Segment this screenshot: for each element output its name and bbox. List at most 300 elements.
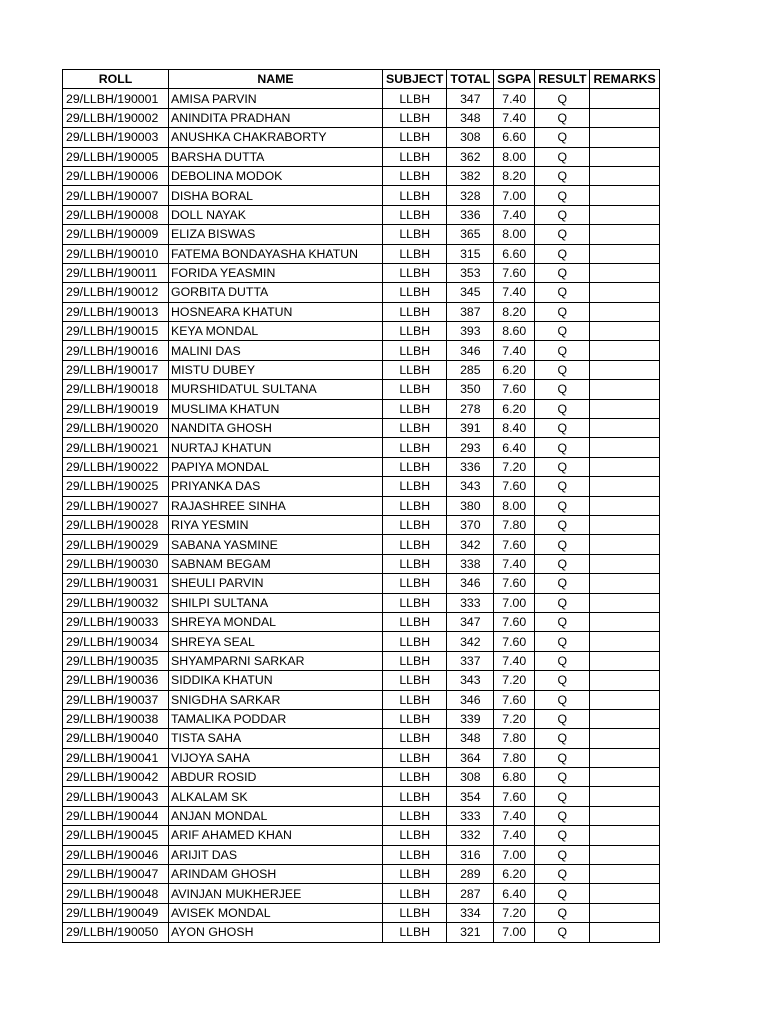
sgpa-cell: 7.80 [494,515,535,534]
result-cell: Q [535,729,590,748]
subject-cell: LLBH [383,283,447,302]
table-row [63,438,660,457]
subject-cell: LLBH [383,768,447,787]
subject-cell: LLBH [383,632,447,651]
sgpa-cell: 8.40 [494,419,535,438]
roll-cell: 29/LLBH/190042 [63,768,169,787]
name-cell: ANJAN MONDAL [169,806,383,825]
sgpa-cell: 7.60 [494,574,535,593]
header-result: RESULT [535,70,590,89]
name-cell: SHEULI PARVIN [169,574,383,593]
subject-cell: LLBH [383,186,447,205]
subject-cell: LLBH [383,496,447,515]
result-cell: Q [535,322,590,341]
sgpa-cell: 7.60 [494,632,535,651]
total-cell: 278 [447,399,494,418]
total-cell: 370 [447,515,494,534]
result-cell: Q [535,108,590,127]
result-cell: Q [535,651,590,670]
table-row [63,399,660,418]
result-cell: Q [535,787,590,806]
roll-cell: 29/LLBH/190020 [63,419,169,438]
table-row [63,166,660,185]
header-subject: SUBJECT [383,70,447,89]
result-cell: Q [535,477,590,496]
subject-cell: LLBH [383,690,447,709]
subject-cell: LLBH [383,729,447,748]
name-cell: AVINJAN MUKHERJEE [169,884,383,903]
total-cell: 391 [447,419,494,438]
table-row [63,923,660,942]
roll-cell: 29/LLBH/190045 [63,826,169,845]
total-cell: 382 [447,166,494,185]
sgpa-cell: 7.20 [494,457,535,476]
roll-cell: 29/LLBH/190030 [63,554,169,573]
name-cell: FORIDA YEASMIN [169,263,383,282]
name-cell: NURTAJ KHATUN [169,438,383,457]
name-cell: RAJASHREE SINHA [169,496,383,515]
remarks-cell [590,147,659,166]
table-row [63,302,660,321]
total-cell: 362 [447,147,494,166]
name-cell: SABNAM BEGAM [169,554,383,573]
remarks-cell [590,554,659,573]
remarks-cell [590,89,659,108]
name-cell: ELIZA BISWAS [169,225,383,244]
total-cell: 346 [447,341,494,360]
total-cell: 364 [447,748,494,767]
remarks-cell [590,457,659,476]
subject-cell: LLBH [383,865,447,884]
remarks-cell [590,302,659,321]
remarks-cell [590,826,659,845]
sgpa-cell: 6.20 [494,360,535,379]
sgpa-cell: 8.60 [494,322,535,341]
roll-cell: 29/LLBH/190049 [63,903,169,922]
total-cell: 334 [447,903,494,922]
table-row [63,283,660,302]
roll-cell: 29/LLBH/190018 [63,380,169,399]
sgpa-cell: 6.20 [494,399,535,418]
subject-cell: LLBH [383,826,447,845]
name-cell: PRIYANKA DAS [169,477,383,496]
roll-cell: 29/LLBH/190037 [63,690,169,709]
result-cell: Q [535,515,590,534]
total-cell: 347 [447,89,494,108]
total-cell: 345 [447,283,494,302]
name-cell: DOLL NAYAK [169,205,383,224]
result-cell: Q [535,593,590,612]
subject-cell: LLBH [383,593,447,612]
roll-cell: 29/LLBH/190038 [63,709,169,728]
total-cell: 333 [447,806,494,825]
roll-cell: 29/LLBH/190025 [63,477,169,496]
roll-cell: 29/LLBH/190002 [63,108,169,127]
total-cell: 350 [447,380,494,399]
subject-cell: LLBH [383,302,447,321]
subject-cell: LLBH [383,884,447,903]
name-cell: SHREYA MONDAL [169,612,383,631]
result-table [62,69,660,943]
table-row [63,709,660,728]
remarks-cell [590,632,659,651]
total-cell: 347 [447,612,494,631]
remarks-cell [590,535,659,554]
remarks-cell [590,166,659,185]
subject-cell: LLBH [383,108,447,127]
name-cell: AVISEK MONDAL [169,903,383,922]
result-cell: Q [535,283,590,302]
result-cell: Q [535,341,590,360]
total-cell: 328 [447,186,494,205]
table-row [63,845,660,864]
subject-cell: LLBH [383,671,447,690]
table-row [63,147,660,166]
total-cell: 343 [447,477,494,496]
result-cell: Q [535,225,590,244]
roll-cell: 29/LLBH/190050 [63,923,169,942]
remarks-cell [590,593,659,612]
roll-cell: 29/LLBH/190040 [63,729,169,748]
sgpa-cell: 7.60 [494,690,535,709]
roll-cell: 29/LLBH/190048 [63,884,169,903]
remarks-cell [590,709,659,728]
name-cell: NANDITA GHOSH [169,419,383,438]
remarks-cell [590,768,659,787]
table-row [63,690,660,709]
name-cell: DISHA BORAL [169,186,383,205]
result-cell: Q [535,554,590,573]
subject-cell: LLBH [383,205,447,224]
sgpa-cell: 7.60 [494,612,535,631]
remarks-cell [590,496,659,515]
remarks-cell [590,263,659,282]
roll-cell: 29/LLBH/190027 [63,496,169,515]
sgpa-cell: 7.40 [494,283,535,302]
subject-cell: LLBH [383,845,447,864]
table-row [63,380,660,399]
remarks-cell [590,283,659,302]
result-cell: Q [535,128,590,147]
table-row [63,341,660,360]
table-row [63,806,660,825]
name-cell: MURSHIDATUL SULTANA [169,380,383,399]
subject-cell: LLBH [383,923,447,942]
sgpa-cell: 7.80 [494,748,535,767]
name-cell: SHYAMPARNI SARKAR [169,651,383,670]
roll-cell: 29/LLBH/190036 [63,671,169,690]
table-row [63,225,660,244]
remarks-cell [590,574,659,593]
name-cell: ARINDAM GHOSH [169,865,383,884]
name-cell: SHREYA SEAL [169,632,383,651]
remarks-cell [590,438,659,457]
table-row [63,574,660,593]
result-cell: Q [535,826,590,845]
result-cell: Q [535,147,590,166]
roll-cell: 29/LLBH/190043 [63,787,169,806]
header-sgpa: SGPA [494,70,535,89]
header-remarks: REMARKS [590,70,659,89]
name-cell: ANUSHKA CHAKRABORTY [169,128,383,147]
name-cell: AMISA PARVIN [169,89,383,108]
result-cell: Q [535,806,590,825]
remarks-cell [590,671,659,690]
result-cell: Q [535,845,590,864]
table-row [63,360,660,379]
subject-cell: LLBH [383,399,447,418]
table-row [63,515,660,534]
name-cell: SNIGDHA SARKAR [169,690,383,709]
sgpa-cell: 7.60 [494,477,535,496]
total-cell: 289 [447,865,494,884]
remarks-cell [590,419,659,438]
total-cell: 333 [447,593,494,612]
roll-cell: 29/LLBH/190044 [63,806,169,825]
total-cell: 316 [447,845,494,864]
name-cell: TAMALIKA PODDAR [169,709,383,728]
table-row [63,322,660,341]
subject-cell: LLBH [383,515,447,534]
result-cell: Q [535,671,590,690]
table-row [63,787,660,806]
roll-cell: 29/LLBH/190022 [63,457,169,476]
total-cell: 293 [447,438,494,457]
sgpa-cell: 7.40 [494,108,535,127]
sgpa-cell: 6.20 [494,865,535,884]
sgpa-cell: 8.20 [494,302,535,321]
sgpa-cell: 7.40 [494,89,535,108]
subject-cell: LLBH [383,787,447,806]
header-name: NAME [169,70,383,89]
sgpa-cell: 7.40 [494,826,535,845]
roll-cell: 29/LLBH/190016 [63,341,169,360]
remarks-cell [590,108,659,127]
result-cell: Q [535,399,590,418]
subject-cell: LLBH [383,748,447,767]
table-row [63,535,660,554]
remarks-cell [590,865,659,884]
sgpa-cell: 7.00 [494,593,535,612]
remarks-cell [590,923,659,942]
table-row [63,865,660,884]
subject-cell: LLBH [383,651,447,670]
sgpa-cell: 7.60 [494,535,535,554]
remarks-cell [590,225,659,244]
table-row [63,748,660,767]
result-cell: Q [535,360,590,379]
name-cell: TISTA SAHA [169,729,383,748]
total-cell: 339 [447,709,494,728]
table-row [63,186,660,205]
roll-cell: 29/LLBH/190029 [63,535,169,554]
result-cell: Q [535,419,590,438]
name-cell: SABANA YASMINE [169,535,383,554]
sgpa-cell: 7.80 [494,729,535,748]
remarks-cell [590,690,659,709]
roll-cell: 29/LLBH/190034 [63,632,169,651]
subject-cell: LLBH [383,225,447,244]
sgpa-cell: 7.60 [494,263,535,282]
sgpa-cell: 6.60 [494,244,535,263]
remarks-cell [590,787,659,806]
name-cell: DEBOLINA MODOK [169,166,383,185]
sgpa-cell: 7.40 [494,205,535,224]
name-cell: SHILPI SULTANA [169,593,383,612]
remarks-cell [590,845,659,864]
remarks-cell [590,612,659,631]
sgpa-cell: 7.20 [494,709,535,728]
sgpa-cell: 7.40 [494,651,535,670]
result-cell: Q [535,690,590,709]
header-roll: ROLL [63,70,169,89]
roll-cell: 29/LLBH/190035 [63,651,169,670]
name-cell: ABDUR ROSID [169,768,383,787]
name-cell: MISTU DUBEY [169,360,383,379]
subject-cell: LLBH [383,244,447,263]
sgpa-cell: 7.20 [494,671,535,690]
subject-cell: LLBH [383,612,447,631]
result-cell: Q [535,89,590,108]
sgpa-cell: 7.00 [494,186,535,205]
table-row [63,128,660,147]
sgpa-cell: 7.00 [494,923,535,942]
table-row [63,554,660,573]
roll-cell: 29/LLBH/190012 [63,283,169,302]
name-cell: MUSLIMA KHATUN [169,399,383,418]
name-cell: AYON GHOSH [169,923,383,942]
remarks-cell [590,515,659,534]
name-cell: GORBITA DUTTA [169,283,383,302]
result-cell: Q [535,244,590,263]
table-row [63,457,660,476]
roll-cell: 29/LLBH/190028 [63,515,169,534]
result-cell: Q [535,380,590,399]
remarks-cell [590,884,659,903]
roll-cell: 29/LLBH/190008 [63,205,169,224]
remarks-cell [590,477,659,496]
remarks-cell [590,186,659,205]
result-cell: Q [535,574,590,593]
sgpa-cell: 7.00 [494,845,535,864]
name-cell: ALKALAM SK [169,787,383,806]
subject-cell: LLBH [383,263,447,282]
name-cell: PAPIYA MONDAL [169,457,383,476]
result-cell: Q [535,205,590,224]
roll-cell: 29/LLBH/190046 [63,845,169,864]
table-body [63,89,660,942]
sgpa-cell: 7.60 [494,787,535,806]
total-cell: 315 [447,244,494,263]
total-cell: 353 [447,263,494,282]
total-cell: 285 [447,360,494,379]
name-cell: RIYA YESMIN [169,515,383,534]
roll-cell: 29/LLBH/190047 [63,865,169,884]
subject-cell: LLBH [383,128,447,147]
total-cell: 342 [447,632,494,651]
roll-cell: 29/LLBH/190009 [63,225,169,244]
roll-cell: 29/LLBH/190033 [63,612,169,631]
roll-cell: 29/LLBH/190017 [63,360,169,379]
total-cell: 354 [447,787,494,806]
table-row [63,884,660,903]
name-cell: BARSHA DUTTA [169,147,383,166]
total-cell: 348 [447,108,494,127]
total-cell: 287 [447,884,494,903]
total-cell: 332 [447,826,494,845]
table-row [63,651,660,670]
subject-cell: LLBH [383,554,447,573]
sgpa-cell: 6.40 [494,438,535,457]
result-cell: Q [535,884,590,903]
sgpa-cell: 8.20 [494,166,535,185]
result-cell: Q [535,748,590,767]
result-cell: Q [535,166,590,185]
total-cell: 343 [447,671,494,690]
table-row [63,612,660,631]
remarks-cell [590,729,659,748]
table-row [63,671,660,690]
name-cell: ARIJIT DAS [169,845,383,864]
remarks-cell [590,341,659,360]
table-row [63,244,660,263]
sgpa-cell: 8.00 [494,147,535,166]
total-cell: 346 [447,574,494,593]
result-cell: Q [535,612,590,631]
total-cell: 393 [447,322,494,341]
subject-cell: LLBH [383,438,447,457]
table-row [63,108,660,127]
remarks-cell [590,322,659,341]
result-cell: Q [535,632,590,651]
subject-cell: LLBH [383,89,447,108]
roll-cell: 29/LLBH/190006 [63,166,169,185]
header-total: TOTAL [447,70,494,89]
remarks-cell [590,244,659,263]
name-cell: FATEMA BONDAYASHA KHATUN [169,244,383,263]
name-cell: HOSNEARA KHATUN [169,302,383,321]
name-cell: VIJOYA SAHA [169,748,383,767]
sgpa-cell: 8.00 [494,225,535,244]
roll-cell: 29/LLBH/190011 [63,263,169,282]
subject-cell: LLBH [383,806,447,825]
result-cell: Q [535,535,590,554]
sgpa-cell: 7.20 [494,903,535,922]
remarks-cell [590,399,659,418]
sgpa-cell: 7.40 [494,554,535,573]
total-cell: 336 [447,205,494,224]
subject-cell: LLBH [383,709,447,728]
table-row [63,826,660,845]
subject-cell: LLBH [383,574,447,593]
result-cell: Q [535,186,590,205]
subject-cell: LLBH [383,341,447,360]
remarks-cell [590,360,659,379]
subject-cell: LLBH [383,166,447,185]
roll-cell: 29/LLBH/190013 [63,302,169,321]
total-cell: 365 [447,225,494,244]
total-cell: 308 [447,128,494,147]
roll-cell: 29/LLBH/190041 [63,748,169,767]
subject-cell: LLBH [383,360,447,379]
subject-cell: LLBH [383,147,447,166]
total-cell: 342 [447,535,494,554]
total-cell: 346 [447,690,494,709]
roll-cell: 29/LLBH/190010 [63,244,169,263]
subject-cell: LLBH [383,322,447,341]
total-cell: 336 [447,457,494,476]
roll-cell: 29/LLBH/190003 [63,128,169,147]
